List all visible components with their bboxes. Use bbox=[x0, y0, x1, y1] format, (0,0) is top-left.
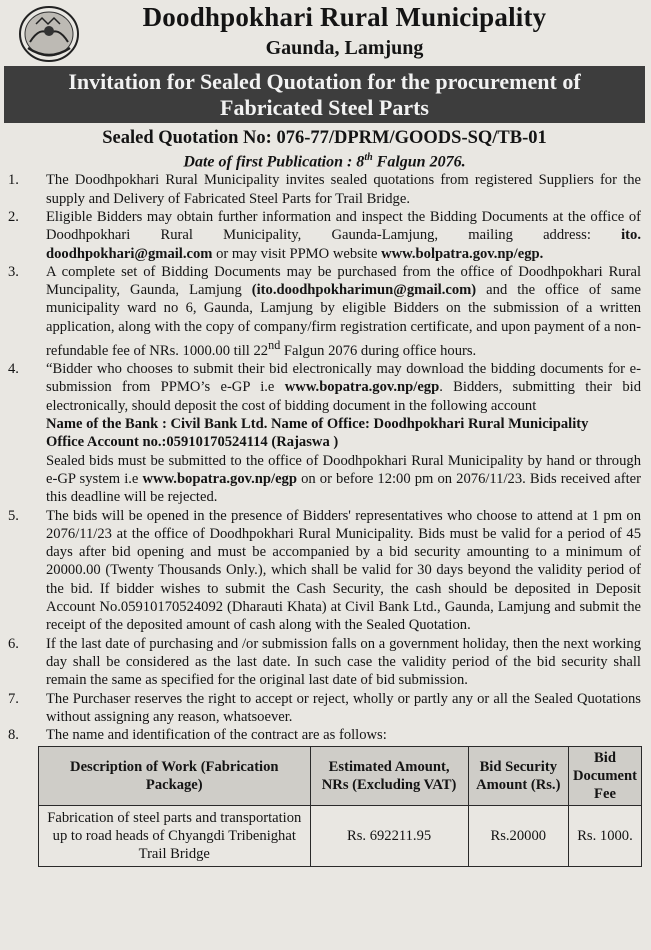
clause-3 bbox=[4, 263, 645, 360]
clause-number: 1. bbox=[8, 172, 19, 189]
column-header: Estimated Amount, NRs (Excluding VAT) bbox=[310, 747, 468, 806]
clause-text: on or before 12:00 pm on 2076/11/23. Bids received after this deadline will be rejected. bbox=[46, 470, 641, 506]
publication-date bbox=[4, 149, 645, 171]
clause-text: A complete set of Bidding Documents may be purchased from the office of Doodhpokhari Rural Muncipality, Gaunda, Lamjung bbox=[46, 263, 641, 299]
website-link: www.bolpatra.gov.np/egp. bbox=[381, 245, 544, 262]
clause-text: and the office of same municipality ward no 6, Gaunda, Lamjung by eligible Bidders on the submission of a written application, along with the copy of company/firm registration certificate, and upon payment of a non-refundable fee of NRs. 1000.00 till 22 bbox=[46, 282, 641, 359]
clause-number: 8. bbox=[8, 727, 19, 744]
clause-number: 4. bbox=[8, 361, 19, 378]
email-address: (ito.doodhpokharimun@gmail.com) bbox=[251, 282, 477, 299]
clause-text: The name and identification of the contract are as follows: bbox=[46, 727, 387, 744]
clause-7 bbox=[4, 690, 645, 727]
clause-5 bbox=[4, 507, 645, 635]
clause-text: Eligible Bidders may obtain further information and inspect the Bidding Documents at the office of Doodhpokhari Rural Municipality, Gaunda-Lamjung, mailing address: bbox=[46, 208, 641, 244]
clause-4 bbox=[4, 360, 645, 506]
clause-text: The Doodhpokhari Rural Municipality invites sealed quotations from registered Suppliers for the supply and Delivery of Fabricated Steel Parts for Trail Bridge. bbox=[46, 172, 641, 207]
clause-number: 7. bbox=[8, 690, 19, 707]
table-cell: Rs. 1000. bbox=[568, 806, 641, 867]
clause-number: 6. bbox=[8, 635, 19, 652]
ordinal-suffix: nd bbox=[268, 338, 281, 352]
clause-text: Sealed bids must be submitted to the office of Doodhpokhari Rural Municipality by hand or through e-GP system i.e bbox=[46, 452, 641, 487]
email-address: ito. doodhpokhari@gmail.com bbox=[46, 227, 641, 262]
website-link: www.bopatra.gov.np/egp bbox=[142, 470, 297, 487]
clause-text: If the last date of purchasing and /or submission falls on a government holiday, then the next working day shall be considered as the last date. In such case the validity period of the bid security shall remain the same as specified for the original last date of bid submission. bbox=[46, 635, 641, 689]
clause-text: or may visit PPMO website bbox=[212, 245, 382, 262]
banner-line-2: Fabricated Steel Parts bbox=[220, 95, 429, 120]
clause-text: Falgun 2076 during office hours. bbox=[280, 342, 477, 359]
municipality-location: Gaunda, Lamjung bbox=[265, 37, 424, 59]
contract-table bbox=[38, 746, 642, 867]
table-cell: Rs.20000 bbox=[468, 806, 568, 867]
website-link: www.bopatra.gov.np/egp bbox=[284, 379, 440, 396]
notice-banner bbox=[4, 66, 645, 123]
municipality-title: Doodhpokhari Rural Municipality bbox=[142, 2, 547, 32]
clause-number: 2. bbox=[8, 208, 19, 225]
clause-text: The Purchaser reserves the right to accept or reject, wholly or partly any or all the Sealed Quotations without assigning any reason, whatsoever. bbox=[46, 690, 641, 725]
clause-1 bbox=[4, 171, 645, 208]
clause-text: . Bidders, submitting their bid electronically, should deposit the cost of bidding document in the following account bbox=[46, 379, 641, 414]
publication-date-suffix: Falgun 2076. bbox=[372, 153, 466, 171]
clause-2 bbox=[4, 208, 645, 263]
clause-text: “Bidder who chooses to submit their bid electronically may download the bidding documents for e-submission from PPMO’s e-GP i.e bbox=[46, 361, 641, 396]
notice-page bbox=[4, 0, 645, 950]
table-header-row bbox=[39, 747, 642, 806]
bank-details: Name of the Bank : Civil Bank Ltd. Name of Office: Doodhpokhari Rural Municipality bbox=[46, 416, 589, 433]
publication-date-prefix: Date of first Publication : 8 bbox=[183, 153, 365, 171]
column-header: Bid Document Fee bbox=[568, 747, 641, 806]
publication-date-sup: th bbox=[364, 152, 373, 163]
clause-number: 3. bbox=[8, 263, 19, 280]
quotation-reference: Sealed Quotation No: 076-77/DPRM/GOODS-SQ/TB-01 bbox=[102, 128, 547, 148]
notice-header bbox=[4, 0, 645, 66]
table-cell: Rs. 692211.95 bbox=[310, 806, 468, 867]
banner-line-1: Invitation for Sealed Quotation for the procurement of bbox=[68, 69, 581, 94]
clause-6 bbox=[4, 635, 645, 690]
table-row bbox=[39, 806, 642, 867]
column-header: Description of Work (Fabrication Package) bbox=[39, 747, 311, 806]
clause-number: 5. bbox=[8, 507, 19, 524]
column-header: Bid Security Amount (Rs.) bbox=[468, 747, 568, 806]
notice-clauses bbox=[4, 171, 645, 744]
clause-8 bbox=[4, 726, 645, 744]
account-details: Office Account no.:05910170524114 (Rajaswa ) bbox=[46, 434, 339, 451]
table-cell: Fabrication of steel parts and transportation up to road heads of Chyangdi Tribenighat Trail Bridge bbox=[39, 806, 311, 867]
clause-text: The bids will be opened in the presence of Bidders' representatives who choose to attend at 1 pm on 2076/11/23 at the office of Doodhpokhari Rural Municipality. Bids must be valid for a period of 45 days after bid opening and must be accompanied by a bid security amounting to a minimum of 20000.00 (Twenty Thousands Only.), which shall be valid for 30 days beyond the validity period of the bid. If bidder wishes to submit the Cash Security, the cash should be deposited in Deposit Account No.05910170524092 (Dharauti Khata) at Civil Bank Ltd., Gaunda, Lamjung and submit the receipt of the deposited amount of cash along with the Sealed Quotation. bbox=[46, 507, 641, 634]
